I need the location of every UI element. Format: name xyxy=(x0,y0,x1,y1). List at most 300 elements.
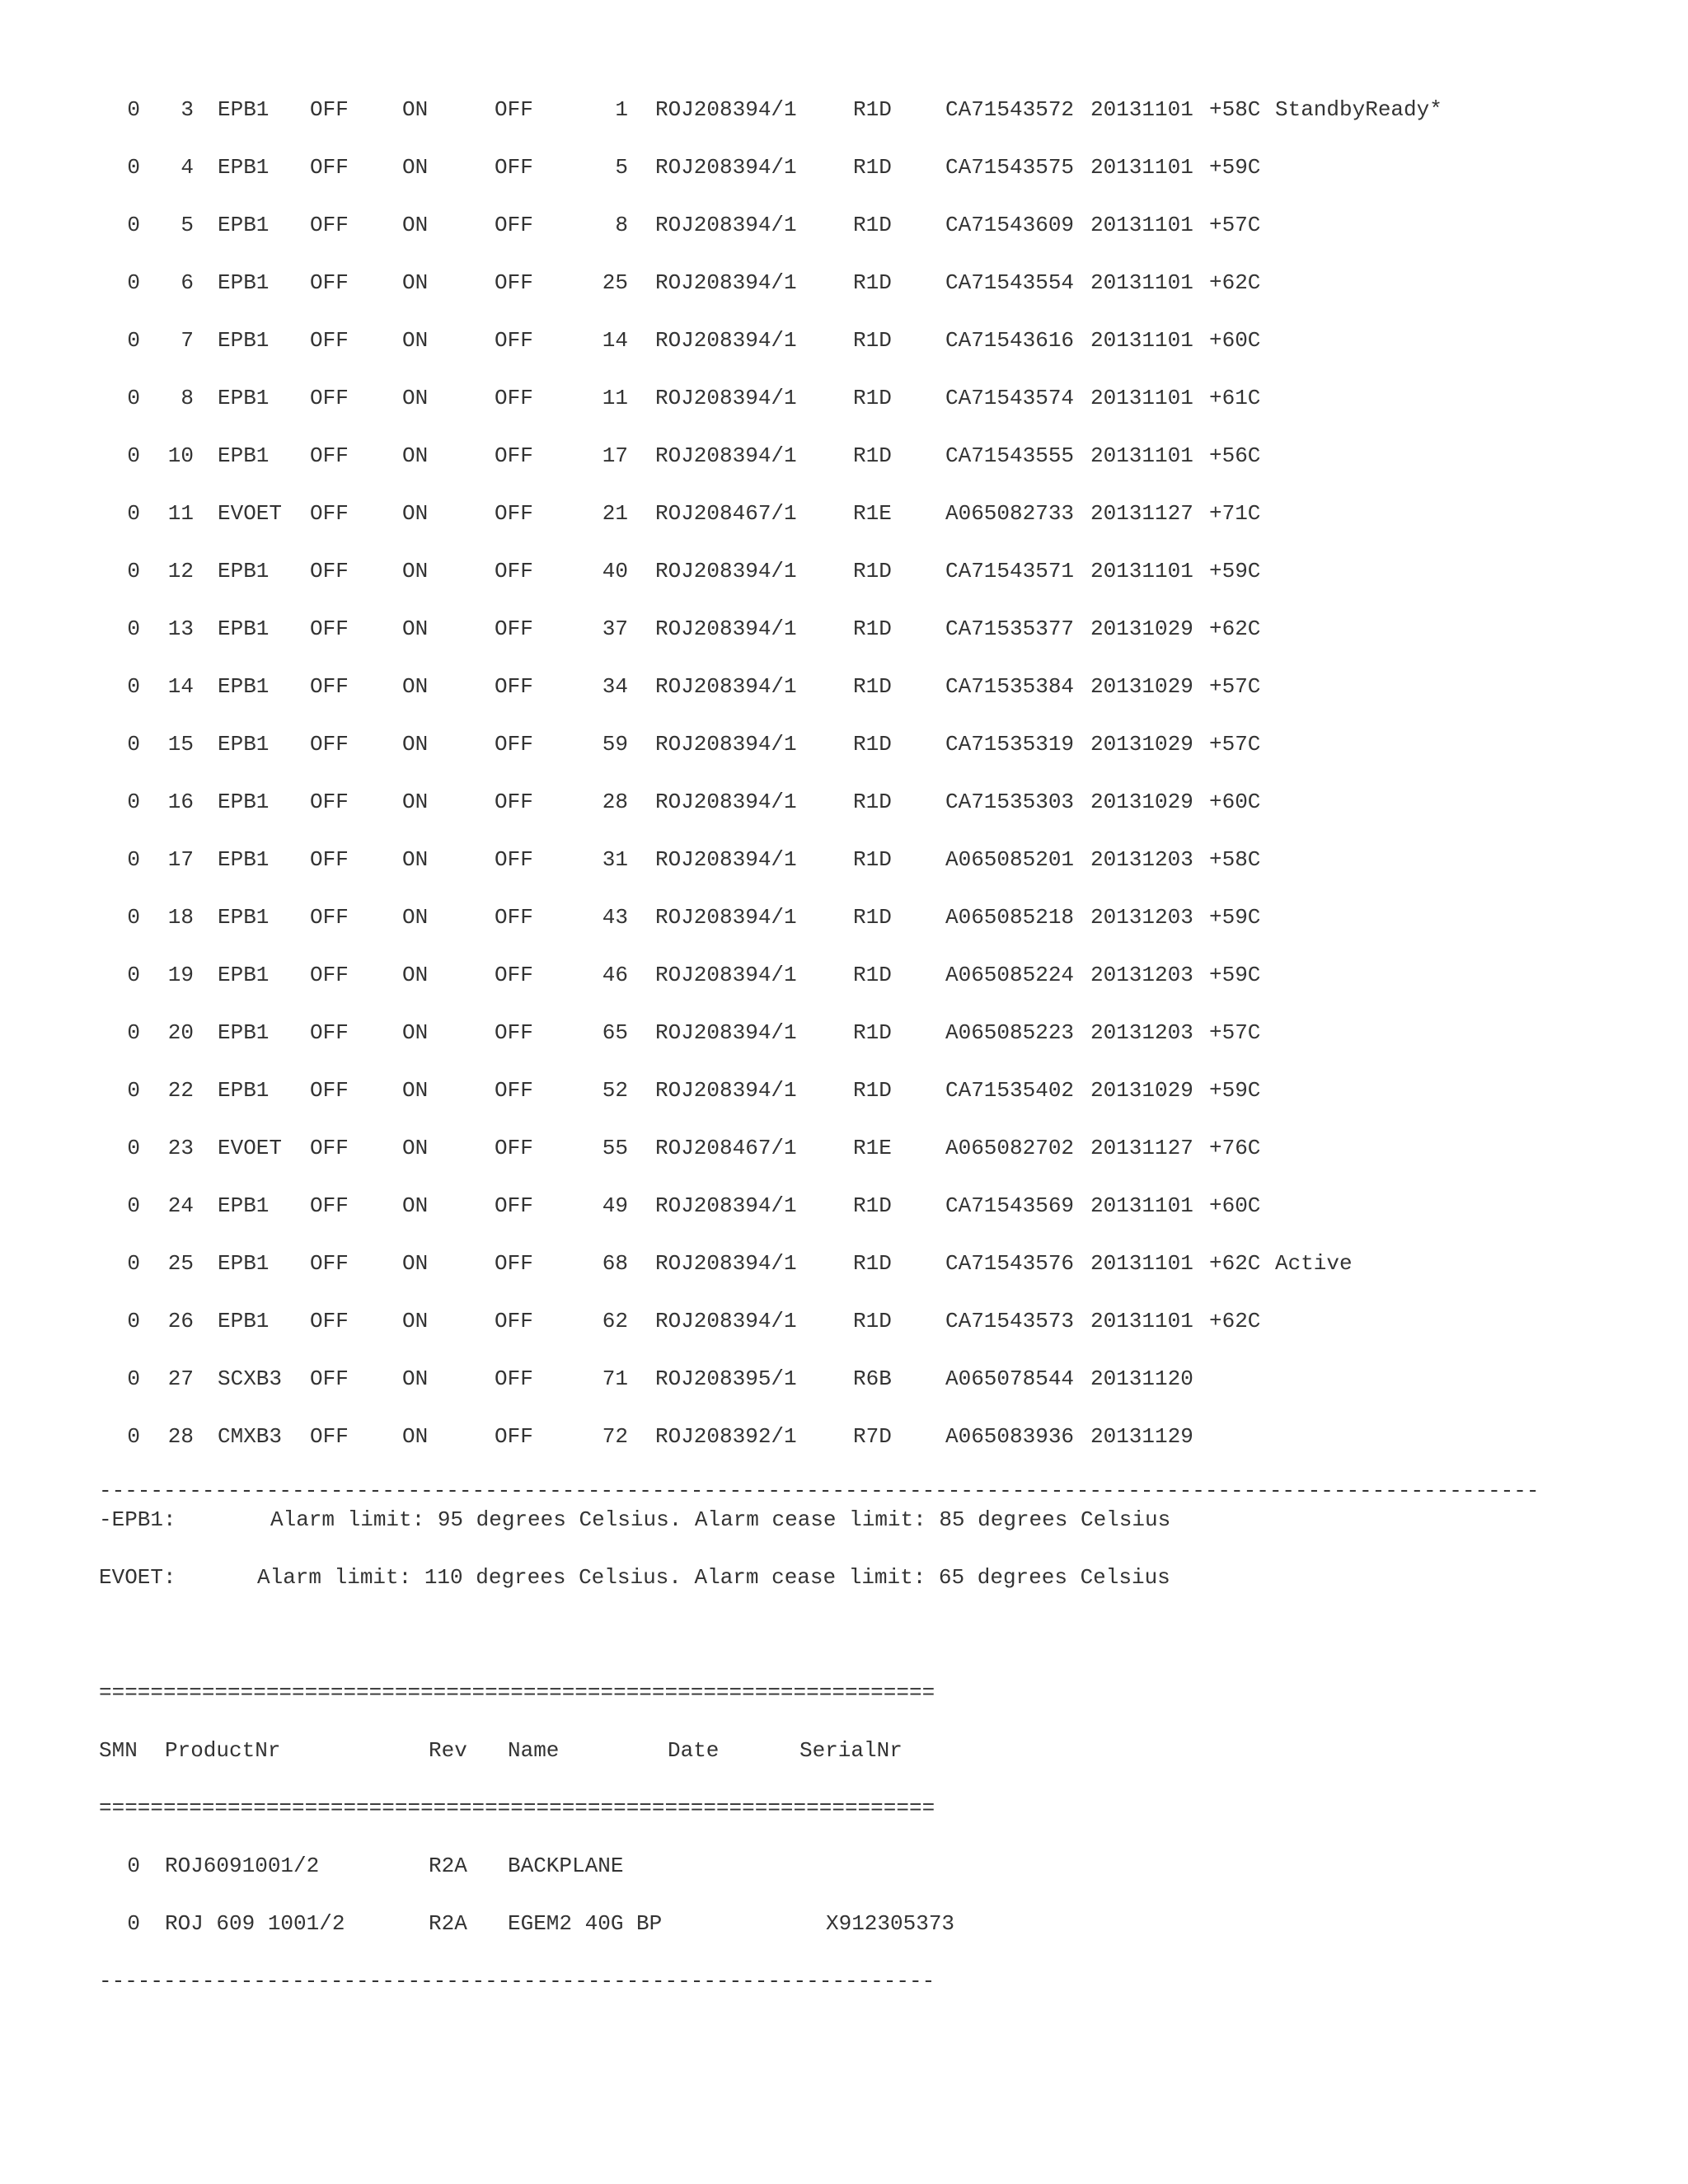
board-cell-rev: R1D xyxy=(853,97,892,122)
board-row xyxy=(0,1020,1688,1045)
board-cell-c1: OFF xyxy=(310,674,349,699)
board-cell-date: 20131203 xyxy=(1090,847,1193,872)
board-cell-c2: ON xyxy=(402,386,429,410)
board-cell-apbn: 3 xyxy=(181,97,194,122)
board-cell-date: 20131203 xyxy=(1090,963,1193,987)
board-cell-product: ROJ208467/1 xyxy=(655,1136,797,1160)
board-cell-board: EPB1 xyxy=(218,1309,270,1333)
board-cell-c2: ON xyxy=(402,213,429,237)
board-cell-c3: OFF xyxy=(495,616,533,641)
board-cell-c1: OFF xyxy=(310,97,349,122)
board-cell-apbn: 4 xyxy=(181,155,194,180)
board-cell-c3: OFF xyxy=(495,963,533,987)
board-cell-date: 20131101 xyxy=(1090,270,1193,295)
board-cell-board: EPB1 xyxy=(218,1193,270,1218)
board-cell-rev: R1D xyxy=(853,732,892,757)
board-cell-apbn: 6 xyxy=(181,270,194,295)
board-cell-product: ROJ208394/1 xyxy=(655,790,797,814)
board-cell-rev: R1D xyxy=(853,1193,892,1218)
backplane-cell-rev: R2A xyxy=(429,1911,467,1936)
board-cell-c2: ON xyxy=(402,501,429,526)
board-cell-smn: 0 xyxy=(127,1193,140,1218)
board-cell-c1: OFF xyxy=(310,1251,349,1276)
board-cell-c3: OFF xyxy=(495,443,533,468)
backplane-cell-rev: R2A xyxy=(429,1854,467,1878)
board-cell-product: ROJ208394/1 xyxy=(655,97,797,122)
board-cell-board: EPB1 xyxy=(218,905,270,930)
board-cell-product: ROJ208394/1 xyxy=(655,963,797,987)
board-cell-serial: A065082702 xyxy=(945,1136,1075,1160)
board-cell-product: ROJ208394/1 xyxy=(655,155,797,180)
board-row xyxy=(0,213,1688,237)
board-cell-rev: R6B xyxy=(853,1366,892,1391)
board-cell-apbn: 16 xyxy=(167,790,194,814)
board-cell-board: EPB1 xyxy=(218,674,270,699)
board-cell-c1: OFF xyxy=(310,1309,349,1333)
board-cell-c1: OFF xyxy=(310,443,349,468)
board-cell-serial: A065082733 xyxy=(945,501,1075,526)
board-cell-product: ROJ208394/1 xyxy=(655,559,797,583)
board-row xyxy=(0,963,1688,987)
board-cell-serial: CA71543573 xyxy=(945,1309,1075,1333)
separator-short: ----------------------------------------------------------------- xyxy=(99,1969,935,1994)
board-cell-board: EPB1 xyxy=(218,443,270,468)
board-cell-board: EPB1 xyxy=(218,847,270,872)
backplane-cell-name: EGEM2 40G BP xyxy=(508,1911,663,1936)
board-cell-rev: R1D xyxy=(853,905,892,930)
board-cell-c1: OFF xyxy=(310,905,349,930)
board-cell-temp: +62C xyxy=(1209,270,1261,295)
header-name: Name xyxy=(508,1738,560,1763)
board-cell-smn: 0 xyxy=(127,443,140,468)
board-cell-c2: ON xyxy=(402,443,429,468)
alarm-note-text: Alarm limit: 110 degrees Celsius. Alarm cease limit: 65 degrees Celsius xyxy=(257,1565,1170,1590)
board-cell-c2: ON xyxy=(402,616,429,641)
header-rev: Rev xyxy=(429,1738,467,1763)
board-cell-product: ROJ208394/1 xyxy=(655,328,797,353)
board-cell-smn: 0 xyxy=(127,270,140,295)
board-cell-temp: +61C xyxy=(1209,386,1261,410)
board-cell-c1: OFF xyxy=(310,1366,349,1391)
board-cell-c3: OFF xyxy=(495,1366,533,1391)
board-cell-date: 20131101 xyxy=(1090,1193,1193,1218)
board-cell-apbn: 18 xyxy=(167,905,194,930)
alarm-note-epb1 xyxy=(99,1507,1253,1532)
board-cell-smn: 0 xyxy=(127,674,140,699)
board-cell-slot: 25 xyxy=(602,270,628,295)
board-cell-temp: +60C xyxy=(1209,1193,1261,1218)
board-cell-board: EPB1 xyxy=(218,386,270,410)
board-cell-rev: R1E xyxy=(853,501,892,526)
board-cell-c2: ON xyxy=(402,732,429,757)
board-cell-c2: ON xyxy=(402,1309,429,1333)
backplane-cell-smn: 0 xyxy=(127,1911,140,1936)
board-cell-product: ROJ208394/1 xyxy=(655,386,797,410)
board-cell-board: EPB1 xyxy=(218,790,270,814)
board-cell-c3: OFF xyxy=(495,213,533,237)
board-cell-product: ROJ208394/1 xyxy=(655,847,797,872)
board-cell-slot: 52 xyxy=(602,1078,628,1103)
board-row xyxy=(0,155,1688,180)
board-cell-apbn: 25 xyxy=(167,1251,194,1276)
board-cell-c2: ON xyxy=(402,905,429,930)
board-cell-apbn: 7 xyxy=(181,328,194,353)
board-cell-slot: 55 xyxy=(602,1136,628,1160)
board-cell-serial: CA71543571 xyxy=(945,559,1075,583)
board-cell-date: 20131127 xyxy=(1090,501,1193,526)
board-cell-slot: 62 xyxy=(602,1309,628,1333)
board-cell-temp: +59C xyxy=(1209,905,1261,930)
double-rule-bottom: ================================================================= xyxy=(99,1796,935,1821)
alarm-note-label: EVOET: xyxy=(99,1565,176,1590)
board-cell-board: EPB1 xyxy=(218,155,270,180)
board-cell-serial: CA71543609 xyxy=(945,213,1075,237)
board-cell-c3: OFF xyxy=(495,559,533,583)
board-cell-date: 20131101 xyxy=(1090,1309,1193,1333)
board-cell-apbn: 10 xyxy=(167,443,194,468)
board-cell-apbn: 27 xyxy=(167,1366,194,1391)
board-cell-date: 20131029 xyxy=(1090,674,1193,699)
board-cell-apbn: 19 xyxy=(167,963,194,987)
board-cell-c2: ON xyxy=(402,674,429,699)
board-cell-smn: 0 xyxy=(127,1136,140,1160)
board-cell-product: ROJ208394/1 xyxy=(655,1309,797,1333)
board-cell-serial: CA71543555 xyxy=(945,443,1075,468)
board-row xyxy=(0,1193,1688,1218)
board-cell-temp: +62C xyxy=(1209,616,1261,641)
board-cell-c1: OFF xyxy=(310,732,349,757)
board-cell-slot: 31 xyxy=(602,847,628,872)
board-cell-serial: CA71535384 xyxy=(945,674,1075,699)
board-cell-c3: OFF xyxy=(495,674,533,699)
board-cell-product: ROJ208394/1 xyxy=(655,674,797,699)
board-cell-c3: OFF xyxy=(495,1424,533,1449)
board-cell-temp: +62C xyxy=(1209,1309,1261,1333)
board-row xyxy=(0,501,1688,526)
board-cell-product: ROJ208394/1 xyxy=(655,443,797,468)
board-cell-smn: 0 xyxy=(127,1366,140,1391)
board-cell-c2: ON xyxy=(402,1020,429,1045)
board-cell-temp: +57C xyxy=(1209,213,1261,237)
board-row xyxy=(0,270,1688,295)
board-cell-c1: OFF xyxy=(310,559,349,583)
board-cell-temp: +56C xyxy=(1209,443,1261,468)
board-cell-c2: ON xyxy=(402,1251,429,1276)
board-cell-temp: +59C xyxy=(1209,155,1261,180)
board-cell-slot: 46 xyxy=(602,963,628,987)
board-cell-smn: 0 xyxy=(127,155,140,180)
board-cell-rev: R1E xyxy=(853,1136,892,1160)
board-cell-c3: OFF xyxy=(495,1020,533,1045)
board-cell-c1: OFF xyxy=(310,1424,349,1449)
backplane-row xyxy=(0,1911,1688,1936)
board-cell-c3: OFF xyxy=(495,97,533,122)
board-cell-board: EPB1 xyxy=(218,270,270,295)
board-row xyxy=(0,1251,1688,1276)
board-cell-date: 20131101 xyxy=(1090,386,1193,410)
board-cell-board: EPB1 xyxy=(218,97,270,122)
board-cell-slot: 49 xyxy=(602,1193,628,1218)
board-cell-smn: 0 xyxy=(127,616,140,641)
board-cell-serial: CA71543569 xyxy=(945,1193,1075,1218)
board-cell-date: 20131203 xyxy=(1090,1020,1193,1045)
board-cell-rev: R1D xyxy=(853,443,892,468)
board-cell-c2: ON xyxy=(402,1078,429,1103)
board-cell-c2: ON xyxy=(402,1366,429,1391)
board-cell-c1: OFF xyxy=(310,963,349,987)
board-cell-c2: ON xyxy=(402,1193,429,1218)
board-cell-serial: CA71535402 xyxy=(945,1078,1075,1103)
board-cell-smn: 0 xyxy=(127,790,140,814)
board-row xyxy=(0,559,1688,583)
board-cell-c3: OFF xyxy=(495,155,533,180)
board-cell-slot: 37 xyxy=(602,616,628,641)
board-cell-slot: 71 xyxy=(602,1366,628,1391)
board-cell-temp: +76C xyxy=(1209,1136,1261,1160)
board-row xyxy=(0,1309,1688,1333)
board-row xyxy=(0,790,1688,814)
board-cell-date: 20131029 xyxy=(1090,616,1193,641)
board-cell-temp: +60C xyxy=(1209,328,1261,353)
board-cell-c1: OFF xyxy=(310,790,349,814)
board-cell-serial: CA71543576 xyxy=(945,1251,1075,1276)
board-cell-smn: 0 xyxy=(127,1251,140,1276)
board-cell-c3: OFF xyxy=(495,1193,533,1218)
board-cell-serial: A065085218 xyxy=(945,905,1075,930)
board-cell-slot: 17 xyxy=(602,443,628,468)
board-cell-product: ROJ208394/1 xyxy=(655,270,797,295)
board-cell-date: 20131029 xyxy=(1090,732,1193,757)
board-cell-date: 20131129 xyxy=(1090,1424,1193,1449)
board-cell-board: EPB1 xyxy=(218,732,270,757)
board-cell-temp: +57C xyxy=(1209,732,1261,757)
board-cell-c3: OFF xyxy=(495,790,533,814)
alarm-note-text: Alarm limit: 95 degrees Celsius. Alarm cease limit: 85 degrees Celsius xyxy=(270,1507,1171,1532)
board-cell-smn: 0 xyxy=(127,328,140,353)
board-cell-c3: OFF xyxy=(495,1136,533,1160)
board-row xyxy=(0,674,1688,699)
board-cell-apbn: 5 xyxy=(181,213,194,237)
board-cell-product: ROJ208394/1 xyxy=(655,1251,797,1276)
header-smn: SMN xyxy=(99,1738,138,1763)
board-cell-date: 20131101 xyxy=(1090,97,1193,122)
board-cell-product: ROJ208394/1 xyxy=(655,213,797,237)
board-row xyxy=(0,386,1688,410)
board-cell-c3: OFF xyxy=(495,732,533,757)
board-cell-date: 20131101 xyxy=(1090,1251,1193,1276)
board-cell-board: CMXB3 xyxy=(218,1424,283,1449)
board-cell-c2: ON xyxy=(402,155,429,180)
board-cell-date: 20131101 xyxy=(1090,559,1193,583)
board-cell-temp: +58C xyxy=(1209,97,1261,122)
board-cell-board: EPB1 xyxy=(218,559,270,583)
board-cell-slot: 28 xyxy=(602,790,628,814)
board-cell-temp: +71C xyxy=(1209,501,1261,526)
board-cell-date: 20131101 xyxy=(1090,328,1193,353)
board-cell-apbn: 22 xyxy=(167,1078,194,1103)
board-cell-slot: 8 xyxy=(615,213,628,237)
alarm-note-label: -EPB1: xyxy=(99,1507,176,1532)
board-cell-serial: CA71535377 xyxy=(945,616,1075,641)
board-cell-apbn: 24 xyxy=(167,1193,194,1218)
board-cell-rev: R1D xyxy=(853,790,892,814)
board-cell-slot: 14 xyxy=(602,328,628,353)
board-cell-temp: +62C xyxy=(1209,1251,1261,1276)
board-cell-board: EVOET xyxy=(218,1136,283,1160)
board-cell-serial: CA71543554 xyxy=(945,270,1075,295)
board-cell-c3: OFF xyxy=(495,1078,533,1103)
board-cell-c1: OFF xyxy=(310,616,349,641)
board-cell-c1: OFF xyxy=(310,213,349,237)
board-cell-apbn: 13 xyxy=(167,616,194,641)
board-cell-temp: +59C xyxy=(1209,963,1261,987)
board-cell-slot: 65 xyxy=(602,1020,628,1045)
board-row xyxy=(0,97,1688,122)
board-cell-slot: 1 xyxy=(615,97,628,122)
board-cell-rev: R1D xyxy=(853,1251,892,1276)
board-row xyxy=(0,328,1688,353)
board-cell-temp: +59C xyxy=(1209,1078,1261,1103)
board-cell-apbn: 20 xyxy=(167,1020,194,1045)
board-cell-date: 20131029 xyxy=(1090,1078,1193,1103)
board-cell-state: StandbyReady* xyxy=(1275,97,1442,122)
board-cell-smn: 0 xyxy=(127,963,140,987)
board-cell-temp: +60C xyxy=(1209,790,1261,814)
board-cell-rev: R1D xyxy=(853,1309,892,1333)
board-cell-c1: OFF xyxy=(310,1020,349,1045)
board-row xyxy=(0,1366,1688,1391)
board-cell-serial: CA71543574 xyxy=(945,386,1075,410)
board-cell-state: Active xyxy=(1275,1251,1353,1276)
board-cell-product: ROJ208394/1 xyxy=(655,732,797,757)
board-cell-board: EPB1 xyxy=(218,616,270,641)
board-row xyxy=(0,847,1688,872)
board-cell-temp: +57C xyxy=(1209,674,1261,699)
board-cell-smn: 0 xyxy=(127,501,140,526)
board-cell-slot: 72 xyxy=(602,1424,628,1449)
board-cell-product: ROJ208392/1 xyxy=(655,1424,797,1449)
board-cell-apbn: 12 xyxy=(167,559,194,583)
board-cell-smn: 0 xyxy=(127,213,140,237)
board-cell-product: ROJ208395/1 xyxy=(655,1366,797,1391)
board-cell-product: ROJ208394/1 xyxy=(655,1078,797,1103)
board-cell-board: EPB1 xyxy=(218,1020,270,1045)
board-cell-rev: R1D xyxy=(853,270,892,295)
board-cell-board: EPB1 xyxy=(218,213,270,237)
header-date: Date xyxy=(668,1738,720,1763)
board-cell-smn: 0 xyxy=(127,1078,140,1103)
board-cell-apbn: 28 xyxy=(167,1424,194,1449)
board-cell-c2: ON xyxy=(402,1424,429,1449)
board-row xyxy=(0,1424,1688,1449)
board-cell-c2: ON xyxy=(402,1136,429,1160)
board-cell-c1: OFF xyxy=(310,1193,349,1218)
board-cell-rev: R1D xyxy=(853,616,892,641)
board-cell-serial: CA71535303 xyxy=(945,790,1075,814)
board-cell-c3: OFF xyxy=(495,386,533,410)
alarm-note-evoet xyxy=(99,1565,1253,1590)
board-cell-smn: 0 xyxy=(127,1424,140,1449)
board-cell-c2: ON xyxy=(402,790,429,814)
board-row xyxy=(0,1136,1688,1160)
board-cell-c2: ON xyxy=(402,559,429,583)
board-cell-apbn: 14 xyxy=(167,674,194,699)
board-cell-product: ROJ208394/1 xyxy=(655,1193,797,1218)
board-cell-c3: OFF xyxy=(495,1251,533,1276)
board-cell-board: EPB1 xyxy=(218,328,270,353)
board-cell-apbn: 15 xyxy=(167,732,194,757)
board-cell-product: ROJ208394/1 xyxy=(655,616,797,641)
board-cell-c3: OFF xyxy=(495,328,533,353)
board-cell-rev: R1D xyxy=(853,847,892,872)
board-cell-smn: 0 xyxy=(127,559,140,583)
board-cell-date: 20131120 xyxy=(1090,1366,1193,1391)
board-cell-serial: A065078544 xyxy=(945,1366,1075,1391)
board-cell-date: 20131101 xyxy=(1090,213,1193,237)
board-cell-rev: R1D xyxy=(853,1020,892,1045)
board-cell-smn: 0 xyxy=(127,386,140,410)
board-cell-c2: ON xyxy=(402,97,429,122)
board-cell-c3: OFF xyxy=(495,270,533,295)
board-cell-slot: 21 xyxy=(602,501,628,526)
board-row xyxy=(0,732,1688,757)
board-cell-apbn: 17 xyxy=(167,847,194,872)
board-cell-c1: OFF xyxy=(310,1136,349,1160)
board-cell-date: 20131203 xyxy=(1090,905,1193,930)
board-cell-smn: 0 xyxy=(127,1309,140,1333)
board-cell-rev: R1D xyxy=(853,386,892,410)
board-cell-temp: +57C xyxy=(1209,1020,1261,1045)
board-cell-slot: 59 xyxy=(602,732,628,757)
board-cell-apbn: 23 xyxy=(167,1136,194,1160)
board-cell-c1: OFF xyxy=(310,386,349,410)
board-cell-date: 20131127 xyxy=(1090,1136,1193,1160)
board-cell-slot: 11 xyxy=(602,386,628,410)
board-cell-date: 20131029 xyxy=(1090,790,1193,814)
header-productnr: ProductNr xyxy=(165,1738,281,1763)
board-cell-serial: CA71543616 xyxy=(945,328,1075,353)
board-cell-slot: 40 xyxy=(602,559,628,583)
board-cell-c1: OFF xyxy=(310,1078,349,1103)
backplane-cell-smn: 0 xyxy=(127,1854,140,1878)
board-cell-product: ROJ208394/1 xyxy=(655,1020,797,1045)
board-cell-date: 20131101 xyxy=(1090,155,1193,180)
board-cell-smn: 0 xyxy=(127,847,140,872)
board-cell-board: EPB1 xyxy=(218,1251,270,1276)
backplane-cell-serial: X912305373 xyxy=(826,1911,955,1936)
board-cell-serial: CA71543575 xyxy=(945,155,1075,180)
board-cell-rev: R1D xyxy=(853,559,892,583)
board-cell-c2: ON xyxy=(402,963,429,987)
board-row xyxy=(0,443,1688,468)
board-cell-rev: R1D xyxy=(853,963,892,987)
board-cell-c1: OFF xyxy=(310,501,349,526)
board-cell-apbn: 26 xyxy=(167,1309,194,1333)
board-cell-apbn: 8 xyxy=(181,386,194,410)
board-row xyxy=(0,1078,1688,1103)
board-cell-smn: 0 xyxy=(127,732,140,757)
board-cell-serial: A065085224 xyxy=(945,963,1075,987)
board-cell-rev: R1D xyxy=(853,155,892,180)
board-cell-slot: 43 xyxy=(602,905,628,930)
board-cell-date: 20131101 xyxy=(1090,443,1193,468)
board-cell-c3: OFF xyxy=(495,1309,533,1333)
board-cell-c1: OFF xyxy=(310,270,349,295)
board-cell-temp: +59C xyxy=(1209,559,1261,583)
backplane-cell-product: ROJ6091001/2 xyxy=(165,1854,320,1878)
double-rule-top: ================================================================= xyxy=(99,1680,935,1705)
board-cell-c2: ON xyxy=(402,847,429,872)
